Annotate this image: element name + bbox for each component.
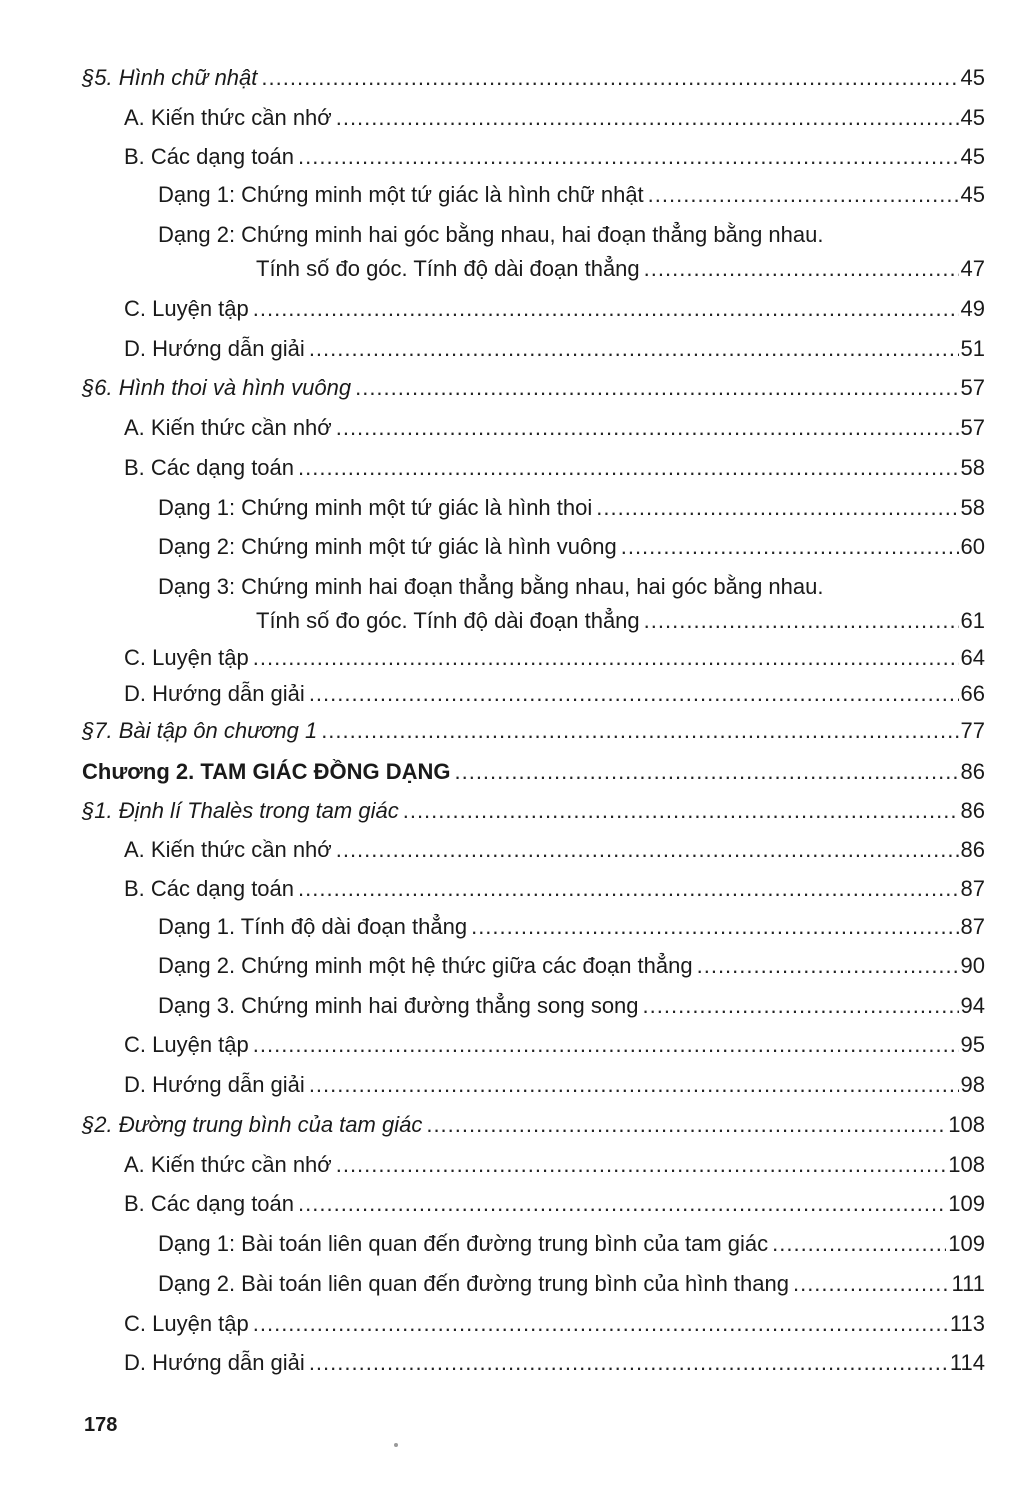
toc-entry <box>124 103 985 133</box>
toc-entry-page: 45 <box>960 144 985 169</box>
toc-entry-page: 86 <box>960 759 985 784</box>
dot-leader <box>772 1229 946 1259</box>
toc-entry-page: 87 <box>960 914 985 939</box>
dot-leader <box>253 294 959 324</box>
toc-entry <box>124 679 985 709</box>
dot-leader <box>596 493 958 523</box>
toc-entry-title: B. Các dạng toán <box>124 144 295 169</box>
toc-entry <box>124 453 985 483</box>
toc-entry-title: C. Luyện tập <box>124 1311 249 1336</box>
toc-entry-title: D. Hướng dẫn giải <box>124 1072 305 1097</box>
toc-entry-title: B. Các dạng toán <box>124 876 295 901</box>
toc-entry-subsection <box>158 912 985 942</box>
toc-entry-subsection <box>158 180 985 210</box>
toc-entry-subsection <box>158 991 985 1021</box>
dot-leader <box>253 1030 959 1060</box>
toc-entry-title: §5. Hình chữ nhật <box>82 65 258 90</box>
toc-entry-page: 58 <box>960 455 985 480</box>
toc-entry-page: 47 <box>960 256 985 281</box>
toc-entry-page: 60 <box>960 534 985 559</box>
toc-entry <box>124 413 985 443</box>
dot-leader <box>336 413 959 443</box>
toc-entry-subsection <box>158 532 985 562</box>
toc-entry-page: 109 <box>948 1191 985 1216</box>
dot-leader <box>298 453 959 483</box>
dot-leader <box>321 716 958 746</box>
toc-entry-subsection <box>256 254 985 284</box>
toc-entry-title: §6. Hình thoi và hình vuông <box>82 375 352 400</box>
toc-entry-title: D. Hướng dẫn giải <box>124 1350 305 1375</box>
toc-entry-page: 90 <box>960 953 985 978</box>
toc-entry-title: §1. Định lí Thalès trong tam giác <box>82 798 399 823</box>
toc-entry <box>124 1030 985 1060</box>
toc-entry-page: 108 <box>948 1112 985 1137</box>
dot-leader <box>336 103 959 133</box>
toc-entry-page: 111 <box>951 1271 985 1296</box>
toc-entry <box>124 874 985 904</box>
toc-entry-page: 57 <box>960 375 985 400</box>
dot-leader <box>403 796 959 826</box>
page-number: 178 <box>84 1414 118 1436</box>
dot-leader <box>643 991 959 1021</box>
toc-entry-title: A. Kiến thức cần nhớ <box>124 1152 332 1177</box>
dot-leader <box>471 912 958 942</box>
toc-entry-title: Dạng 2: Chứng minh một tứ giác là hình vuông <box>158 534 617 559</box>
toc-entry-page: 45 <box>960 65 985 90</box>
toc-entry-title: §2. Đường trung bình của tam giác <box>82 1112 423 1137</box>
toc-entry-title-line1: Dạng 3: Chứng minh hai đoạn thẳng bằng nhau, hai góc bằng nhau. <box>158 574 824 599</box>
toc-entry-title: C. Luyện tập <box>124 645 249 670</box>
toc-entry-title: C. Luyện tập <box>124 1032 249 1057</box>
toc-entry-page: 77 <box>960 718 985 743</box>
toc-entry-page: 108 <box>948 1152 985 1177</box>
dot-leader <box>644 606 959 636</box>
dot-leader <box>309 1070 959 1100</box>
toc-entry-title: D. Hướng dẫn giải <box>124 336 305 361</box>
toc-entry <box>124 1189 985 1219</box>
toc-entry-section <box>82 716 985 746</box>
toc-entry-page: 66 <box>960 681 985 706</box>
dot-leader <box>648 180 959 210</box>
ink-dot <box>394 1443 398 1447</box>
toc-entry-page: 87 <box>960 876 985 901</box>
toc-entry-title: D. Hướng dẫn giải <box>124 681 305 706</box>
dot-leader <box>793 1269 950 1299</box>
toc-entry <box>124 334 985 364</box>
dot-leader <box>253 643 959 673</box>
toc-entry-page: 58 <box>960 495 985 520</box>
toc-entry-page: 64 <box>960 645 985 670</box>
toc-entry-page: 49 <box>960 296 985 321</box>
toc-entry <box>124 142 985 172</box>
toc-entry-title: C. Luyện tập <box>124 296 249 321</box>
toc-entry-page: 98 <box>960 1072 985 1097</box>
toc-entry-title-line2: Tính số đo góc. Tính độ dài đoạn thẳng <box>256 256 640 281</box>
dot-leader <box>253 1309 948 1339</box>
dot-leader <box>298 142 959 172</box>
dot-leader <box>309 334 959 364</box>
toc-entry-title-line1: Dạng 2: Chứng minh hai góc bằng nhau, hai đoạn thẳng bằng nhau. <box>158 222 824 247</box>
toc-entry-chapter <box>82 757 985 787</box>
toc-entry <box>124 1150 985 1180</box>
dot-leader <box>621 532 959 562</box>
toc-entry-title: Dạng 2. Bài toán liên quan đến đường trung bình của hình thang <box>158 1271 789 1296</box>
toc-entry-title: B. Các dạng toán <box>124 1191 295 1216</box>
toc-entry-page: 109 <box>948 1231 985 1256</box>
dot-leader <box>355 373 958 403</box>
dot-leader <box>697 951 959 981</box>
toc-entry-subsection <box>158 951 985 981</box>
toc-entry-title: §7. Bài tập ôn chương 1 <box>82 718 318 743</box>
toc-entry <box>124 1309 985 1339</box>
toc-entry <box>124 643 985 673</box>
toc-entry-title: B. Các dạng toán <box>124 455 295 480</box>
toc-entry-page: 86 <box>960 798 985 823</box>
toc-entry-title: Chương 2. TAM GIÁC ĐỒNG DẠNG <box>82 759 451 784</box>
toc-entry-section <box>82 1110 985 1140</box>
toc-entry-page: 113 <box>949 1311 985 1336</box>
toc-entry <box>124 1070 985 1100</box>
toc-entry-title: A. Kiến thức cần nhớ <box>124 105 332 130</box>
toc-entry-page: 94 <box>960 993 985 1018</box>
toc-entry-title: Dạng 1: Chứng minh một tứ giác là hình chữ nhật <box>158 182 644 207</box>
toc-entry-title: A. Kiến thức cần nhớ <box>124 415 332 440</box>
toc-entry-page: 86 <box>960 837 985 862</box>
dot-leader <box>426 1110 946 1140</box>
toc-entry-page: 51 <box>960 336 985 361</box>
dot-leader <box>644 254 959 284</box>
toc-entry-title: Dạng 1: Chứng minh một tứ giác là hình thoi <box>158 495 593 520</box>
dot-leader <box>261 63 958 93</box>
toc-entry-subsection <box>158 1269 985 1299</box>
toc-entry-subsection <box>158 493 985 523</box>
toc-entry-title: A. Kiến thức cần nhớ <box>124 837 332 862</box>
dot-leader <box>298 1189 946 1219</box>
dot-leader <box>336 835 959 865</box>
dot-leader <box>336 1150 947 1180</box>
toc-entry-subsection <box>256 606 985 636</box>
toc-entry <box>124 1348 985 1378</box>
toc-entry-title: Dạng 1: Bài toán liên quan đến đường trung bình của tam giác <box>158 1231 769 1256</box>
dot-leader <box>454 757 958 787</box>
toc-entry-section <box>82 63 985 93</box>
toc-entry-title: Dạng 2. Chứng minh một hệ thức giữa các đoạn thẳng <box>158 953 693 978</box>
toc-entry-page: 57 <box>960 415 985 440</box>
toc-entry-page: 95 <box>960 1032 985 1057</box>
toc-entry-section <box>82 796 985 826</box>
toc-entry-section <box>82 373 985 403</box>
toc-entry-page: 45 <box>960 105 985 130</box>
toc-entry <box>124 294 985 324</box>
toc-entry-title: Dạng 3. Chứng minh hai đường thẳng song song <box>158 993 639 1018</box>
dot-leader <box>309 1348 948 1378</box>
dot-leader <box>309 679 959 709</box>
toc-entry-page: 45 <box>960 182 985 207</box>
toc-entry-page: 114 <box>949 1350 985 1375</box>
dot-leader <box>298 874 959 904</box>
toc-entry-title: Dạng 1. Tính độ dài đoạn thẳng <box>158 914 468 939</box>
toc-entry-title-line2: Tính số đo góc. Tính độ dài đoạn thẳng <box>256 608 640 633</box>
toc-entry-page: 61 <box>960 608 985 633</box>
toc-entry <box>124 835 985 865</box>
toc-entry-subsection <box>158 1229 985 1259</box>
